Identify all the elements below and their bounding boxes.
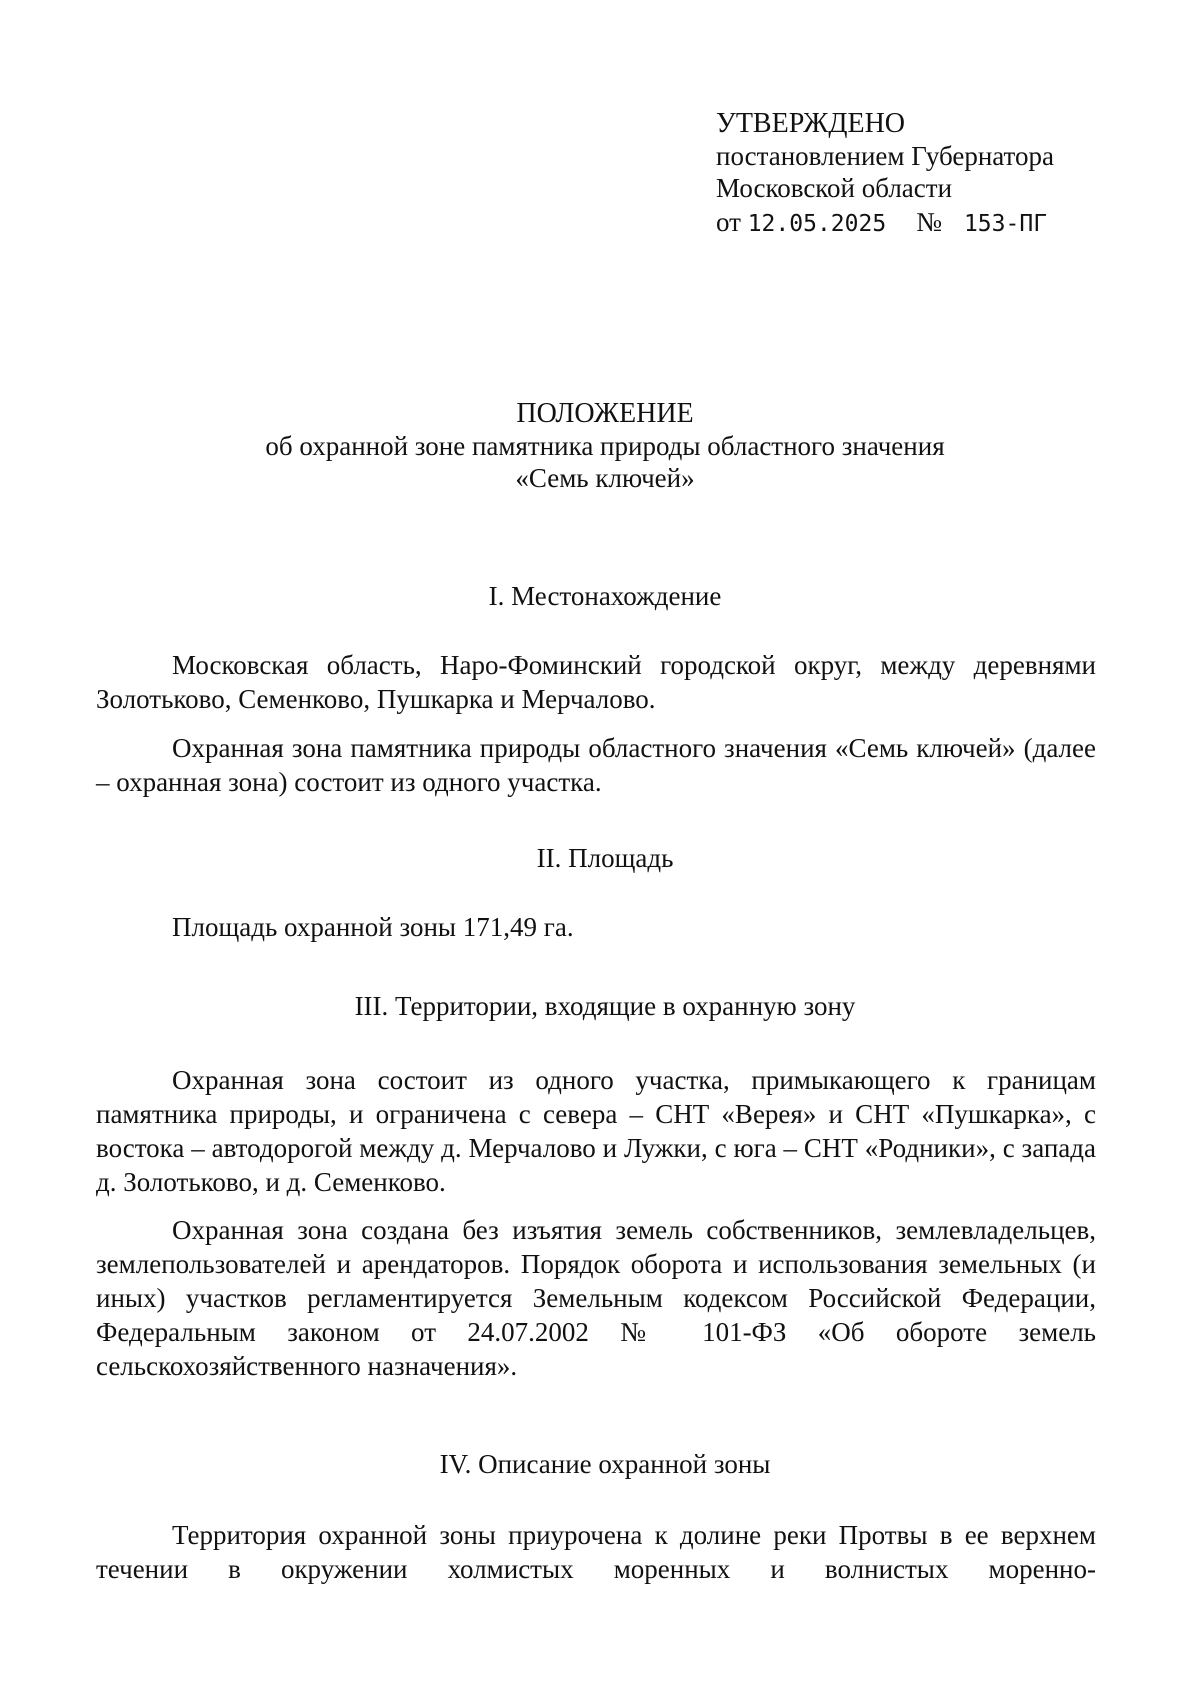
section-4-paragraph-1: Территория охранной зоны приурочена к долине реки Протвы в ее верхнем течении в окружении холмистых моренных и волнистых моренно- — [96, 1520, 1096, 1584]
approval-number-sign: № — [916, 207, 942, 237]
approval-date-prefix: от — [716, 207, 741, 237]
approval-stamp-block — [716, 108, 1054, 240]
section-3-paragraph-1: Охранная зона состоит из одного участка, примыкающего к границам памятника природы, и ограничена с севера – СНТ «Верея» и СНТ «Пушкарка», с востока – автодорогой между д. Мерчалово и Лужки, с юга – СНТ «Родники», с запада д. Золотьково, и д. Семенково. — [96, 1065, 1096, 1197]
section-2-title: II. Площадь — [536, 843, 674, 873]
document-title: ПОЛОЖЕНИЕ — [516, 398, 694, 429]
section-2-paragraph-1: Площадь охранной зоны 171,49 га. — [172, 912, 574, 942]
approval-line-2: Московской области — [716, 173, 953, 203]
section-3-paragraph-2: Охранная зона создана без изъятия земель собственников, землевладельцев, землепользователей и арендаторов. Порядок оборота и использования земельных (и иных) участков регламентируется Земельным кодексом Российской Федерации, Федеральным законом от 24.07.2002 № 101-ФЗ «Об обороте земель сельскохозяйственного назначения». — [96, 1215, 1096, 1381]
section-1-paragraph-2: Охранная зона памятника природы областного значения «Семь ключей» (далее – охранная зона) состоит из одного участка. — [96, 733, 1096, 797]
approval-date-line — [716, 206, 1054, 240]
section-3-title: III. Территории, входящие в охранную зону — [354, 991, 856, 1021]
document-title-block — [0, 398, 1200, 494]
approval-line-1: постановлением Губернатора — [716, 141, 1054, 171]
approval-date: 12.05.2025 — [747, 211, 887, 237]
document-subtitle-1: об охранной зоне памятника природы областного значения — [265, 431, 945, 461]
approval-number: 153-ПГ — [963, 211, 1048, 237]
section-1-title: I. Местонахождение — [488, 581, 722, 611]
approval-heading: УТВЕРЖДЕНО — [716, 108, 906, 139]
section-1-paragraph-1: Московская область, Наро-Фоминский городской округ, между деревнями Золотьково, Семенково, Пушкарка и Мерчалово. — [96, 650, 1096, 714]
document-subtitle-2: «Семь ключей» — [515, 463, 695, 493]
section-4-title: IV. Описание охранной зоны — [439, 1449, 771, 1479]
